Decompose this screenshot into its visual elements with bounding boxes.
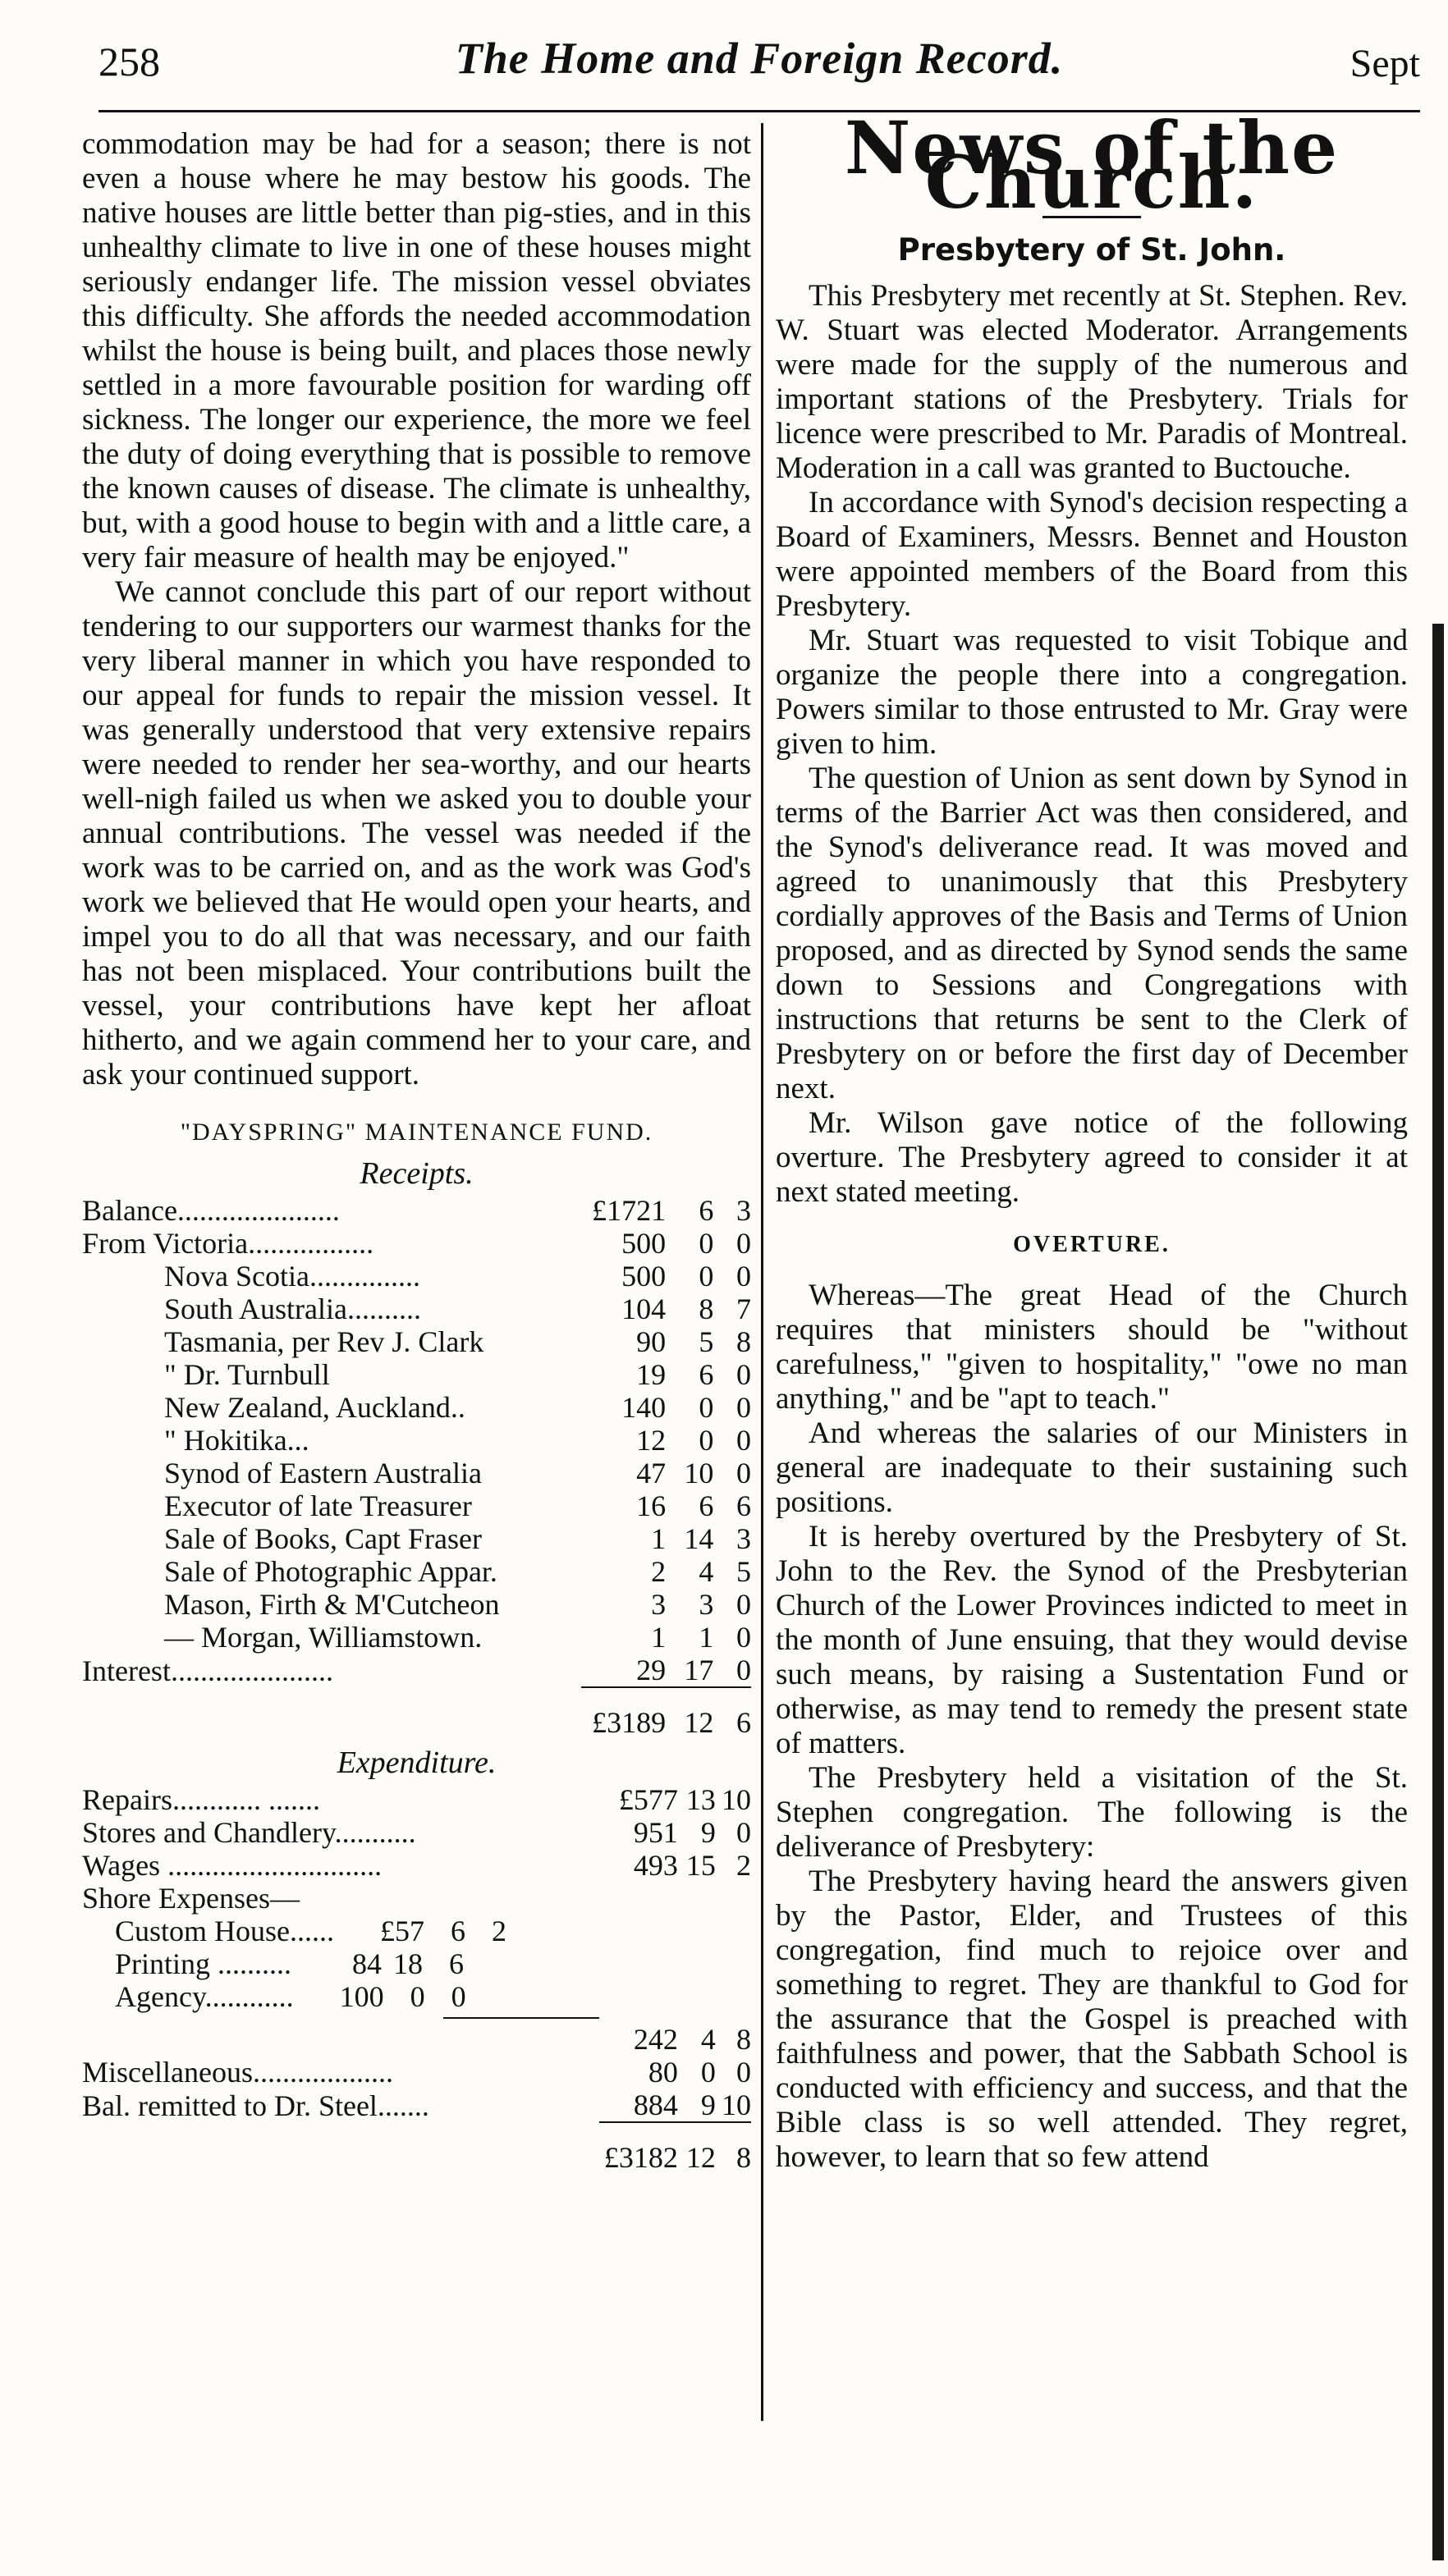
shore-total-row (82, 2023, 751, 2056)
ledger-amount: 3 (651, 1588, 667, 1621)
shore-expense-label: Custom House...... (115, 1915, 335, 1947)
ledger-row (82, 1227, 751, 1260)
left-paragraph: commodation may be had for a season; there is not even a house where he may bestow his goods. The native houses are little better than pig-sties, and in this unhealthy climate to live in one of these houses might seriously endanger life. The mission vessel obviates this difficulty. She affords the needed accommodation whilst the house is being built, and places those newly settled in a more favourable position for warding off sickness. The longer our experience, the more we feel the duty of doing everything that is possible to remove the known causes of disease. The climate is unhealthy, but, with a good house to begin with and a little care, a very fair measure of health may be enjoyed." (82, 127, 751, 574)
fund-title: "DAYSPRING" MAINTENANCE FUND. (180, 1119, 653, 1146)
ledger-shillings: 6 (699, 1194, 714, 1227)
expenditure-total-shillings: 12 (685, 2141, 716, 2174)
receipts-total-row (82, 1698, 751, 1739)
ledger-pence: 3 (736, 1522, 751, 1555)
expenditure-total-amount: £3182 (603, 2141, 678, 2174)
ledger-shillings: 0 (699, 1260, 714, 1293)
ledger-pence: 2 (736, 1849, 751, 1882)
ledger-shillings: 6 (699, 1358, 714, 1391)
ledger-row (82, 2089, 751, 2122)
left-paragraph: We cannot conclude this part of our report without tendering to our supporters our warmest thanks for the very liberal manner in which you have responded to our appeal for funds to repair the mission vessel. It was generally understood that very extensive repairs were needed to render her sea-worthy, and our hearts well-nigh failed us when we asked you to double your annual contributions. The vessel was needed if the work was to be carried on, and as the work was God's work we believed that He would open your hearts, and impel you to do all that was necessary, and our faith has not been misplaced. Your contributions built the vessel, your contributions have kept her afloat hitherto, and we again commend her to your care, and ask your continued support. (82, 575, 751, 1091)
ledger-label: — Morgan, Williamstown. (164, 1621, 483, 1654)
ledger-shillings: 10 (684, 1457, 714, 1489)
ledger-shillings: 8 (699, 1293, 714, 1325)
page-header (99, 30, 1420, 112)
ledger-shillings: 15 (685, 1849, 716, 1882)
ledger-pence: 0 (736, 1588, 751, 1621)
expenditure-table (82, 1783, 751, 2174)
ledger-shillings: 0 (699, 1424, 714, 1457)
ledger-row (82, 1849, 751, 1882)
ledger-pence: 0 (736, 1391, 751, 1424)
ledger-amount: 500 (621, 1260, 667, 1293)
ledger-amount: 90 (636, 1325, 667, 1358)
section-title: News of the Church. (844, 105, 1340, 225)
ledger-pence: 0 (736, 1424, 751, 1457)
ledger-row (82, 1325, 751, 1358)
ledger-amount: 1 (651, 1522, 667, 1555)
ledger-shillings: 17 (684, 1654, 714, 1686)
ledger-amount: 2 (651, 1555, 667, 1588)
receipts-heading: Receipts. (360, 1156, 474, 1191)
shore-expense-shillings: 6 (451, 1915, 466, 1947)
ledger-row (82, 1260, 751, 1293)
shore-expense-label: Printing .......... (115, 1947, 292, 1980)
ledger-label: Stores and Chandlery........... (82, 1816, 416, 1849)
ledger-amount: 19 (636, 1358, 667, 1391)
shore-total-pence: 8 (736, 2023, 751, 2056)
receipts-total-shillings: 12 (684, 1706, 714, 1739)
shore-total-shillings: 4 (700, 2023, 716, 2056)
shore-expense-row (82, 1947, 751, 1980)
page-edge-shadow (1432, 624, 1444, 2560)
ledger-pence: 0 (736, 1358, 751, 1391)
ledger-label: Wages ............................. (82, 1849, 383, 1882)
ledger-pence: 10 (722, 2089, 751, 2121)
ledger-pence: 10 (722, 1783, 751, 1816)
ledger-label: From Victoria................. (82, 1227, 374, 1260)
journal-title: The Home and Foreign Record. (455, 34, 1064, 83)
ledger-amount: 47 (636, 1457, 667, 1489)
ledger-label: Executor of late Treasurer (164, 1489, 472, 1522)
ledger-amount: 16 (636, 1489, 667, 1522)
issue-month: Sept (1349, 42, 1420, 85)
shore-expense-label: Agency............ (115, 1980, 294, 2013)
news-paragraph: The question of Union as sent down by Synod in terms of the Barrier Act was then considered, and the Synod's deliverance read. It was moved and agreed to unanimously that this Presbytery cordially approves of the Basis and Terms of Union proposed, and as directed by Synod sends the same down to Sessions and Congregations with instructions that returns be sent to the Clerk of Presbytery on or before the first day of December next. (776, 762, 1408, 1105)
expenditure-total-pence: 8 (736, 2141, 751, 2174)
ledger-row (82, 1588, 751, 1621)
ledger-row (82, 1194, 751, 1227)
ledger-pence: 5 (736, 1555, 751, 1588)
ledger-shillings: 0 (699, 1391, 714, 1424)
ledger-pence: 3 (736, 1194, 751, 1227)
shore-expense-amount: 100 (339, 1980, 384, 2013)
ledger-pence: 0 (736, 1621, 751, 1654)
ledger-label: Balance...................... (82, 1194, 340, 1227)
column-divider (761, 123, 763, 2421)
ledger-amount: 12 (636, 1424, 667, 1457)
ledger-label: Sale of Books, Capt Fraser (164, 1522, 482, 1555)
ledger-pence: 0 (736, 2056, 751, 2089)
ledger-shillings: 5 (699, 1325, 714, 1358)
ledger-shillings: 9 (700, 2089, 716, 2121)
shore-expense-shillings: 0 (410, 1980, 425, 2013)
ledger-shillings: 3 (699, 1588, 714, 1621)
ledger-row (82, 1457, 751, 1489)
ledger-row (82, 1621, 751, 1654)
ledger-amount: 140 (621, 1391, 667, 1424)
ledger-label: Interest...................... (82, 1654, 333, 1687)
ledger-shillings: 13 (685, 1783, 716, 1816)
ledger-row (82, 1489, 751, 1522)
ledger-label: South Australia.......... (164, 1293, 421, 1325)
ledger-row (82, 1654, 751, 1687)
news-paragraph: The Presbytery held a visitation of the St. Stephen congregation. The following is the deliverance of Presbytery: (776, 1761, 1408, 1864)
ledger-amount: 80 (648, 2056, 678, 2089)
left-column (82, 127, 751, 2174)
shore-total-amount: 242 (633, 2023, 678, 2056)
ledger-pence: 0 (736, 1227, 751, 1260)
ledger-label: " Dr. Turnbull (164, 1358, 330, 1391)
ledger-shillings: 14 (684, 1522, 714, 1555)
shore-expense-shillings: 18 (393, 1947, 424, 1980)
ledger-amount: £1721 (592, 1194, 667, 1227)
ledger-row (82, 1816, 751, 1849)
right-column (776, 105, 1408, 2175)
shore-expenses-label: Shore Expenses— (82, 1882, 300, 1915)
ledger-shillings: 6 (699, 1489, 714, 1522)
ledger-row (82, 1293, 751, 1325)
shore-expense-pence: 0 (451, 1980, 466, 2013)
ledger-row (82, 1522, 751, 1555)
ledger-label: Bal. remitted to Dr. Steel....... (82, 2089, 429, 2122)
expenditure-total-row (82, 2133, 751, 2174)
receipts-total-amount: £3189 (592, 1706, 667, 1739)
ledger-label: Tasmania, per Rev J. Clark (164, 1325, 484, 1358)
ledger-label: " Hokitika... (164, 1424, 309, 1457)
ledger-amount: 1 (651, 1621, 667, 1654)
ledger-amount: 29 (636, 1654, 667, 1686)
news-paragraph: Whereas—The great Head of the Church requires that ministers should be "without carefulness," "given to hospitality," "owe no man anything," and be "apt to teach." (776, 1279, 1408, 1416)
news-paragraph: It is hereby overtured by the Presbytery of St. John to the Rev. the Synod of the Presbyterian Church of the Lower Provinces indicted to meet in the month of June ensuing, that they would devise such means, by raising a Sustentation Fund or otherwise, as may tend to remedy the present state of matters. (776, 1520, 1408, 1760)
ledger-row (82, 1783, 751, 1816)
ledger-label: Synod of Eastern Australia (164, 1457, 482, 1489)
shore-expense-amount: 84 (352, 1947, 383, 1980)
ledger-label: New Zealand, Auckland.. (164, 1391, 465, 1424)
expenditure-heading: Expenditure. (337, 1746, 497, 1780)
shore-expense-pence: 2 (492, 1915, 507, 1947)
news-paragraph: And whereas the salaries of our Ministers in general are inadequate to their sustaining such positions. (776, 1416, 1408, 1519)
ledger-amount: 951 (633, 1816, 678, 1849)
news-paragraph: Mr. Wilson gave notice of the following overture. The Presbytery agreed to consider it at next stated meeting. (776, 1106, 1408, 1209)
ledger-pence: 0 (736, 1816, 751, 1849)
ledger-amount: £577 (618, 1783, 678, 1816)
news-paragraph: The Presbytery having heard the answers given by the Pastor, Elder, and Trustees of this congregation, find much to rejoice over and something to regret. They are thankful to God for the assurance that the Gospel is preached with faithfulness and power, that the Sabbath School is conducted with efficiency and success, and that the Bible class is so well attended. They regret, however, to learn that so few attend (776, 1865, 1408, 2174)
ledger-label: Repairs............ ....... (82, 1783, 320, 1816)
ledger-label: Nova Scotia............... (164, 1260, 420, 1293)
ledger-label: Mason, Firth & M'Cutcheon (164, 1588, 500, 1621)
ledger-pence: 0 (736, 1457, 751, 1489)
receipts-total-pence: 6 (736, 1706, 751, 1739)
shore-expense-row (82, 1915, 751, 1947)
ledger-pence: 0 (736, 1260, 751, 1293)
news-paragraph: In accordance with Synod's decision respecting a Board of Examiners, Messrs. Bennet and Houston were appointed members of the Board from this Presbytery. (776, 486, 1408, 623)
ledger-pence: 0 (736, 1654, 751, 1686)
ledger-shillings: 4 (699, 1555, 714, 1588)
ledger-amount: 493 (633, 1849, 678, 1882)
news-paragraph: Mr. Stuart was requested to visit Tobique and organize the people there into a congregation. Powers similar to those entrusted to Mr. Gray were given to him. (776, 624, 1408, 761)
ledger-row (82, 2056, 751, 2089)
presbytery-heading: Presbytery of St. John. (897, 232, 1286, 268)
ledger-row (82, 1391, 751, 1424)
ledger-amount: 104 (621, 1293, 667, 1325)
shore-expenses-label-row (82, 1882, 751, 1915)
ledger-shillings: 0 (699, 1227, 714, 1260)
page-number: 258 (99, 39, 160, 85)
receipts-table (82, 1194, 751, 1739)
overture-heading: OVERTURE. (1013, 1232, 1171, 1257)
ledger-pence: 7 (736, 1293, 751, 1325)
ledger-amount: 500 (621, 1227, 667, 1260)
shore-expense-pence: 6 (449, 1947, 465, 1980)
ledger-pence: 8 (736, 1325, 751, 1358)
ledger-row (82, 1555, 751, 1588)
shore-expense-amount: £57 (380, 1915, 425, 1947)
shore-expense-row (82, 1980, 751, 2013)
ledger-amount: 884 (633, 2089, 678, 2121)
ledger-pence: 6 (736, 1489, 751, 1522)
ledger-shillings: 9 (700, 1816, 716, 1849)
news-paragraph: This Presbytery met recently at St. Stephen. Rev. W. Stuart was elected Moderator. Arrangements were made for the supply of the numerous and important stations of the Presbytery. Trials for licence were prescribed to Mr. Paradis of Montreal. Moderation in a call was granted to Buctouche. (776, 279, 1408, 485)
ledger-label: Miscellaneous................... (82, 2056, 393, 2089)
ledger-row (82, 1424, 751, 1457)
ledger-shillings: 1 (699, 1621, 714, 1654)
ledger-shillings: 0 (700, 2056, 716, 2089)
ledger-row (82, 1358, 751, 1391)
ledger-label: Sale of Photographic Appar. (164, 1555, 497, 1588)
